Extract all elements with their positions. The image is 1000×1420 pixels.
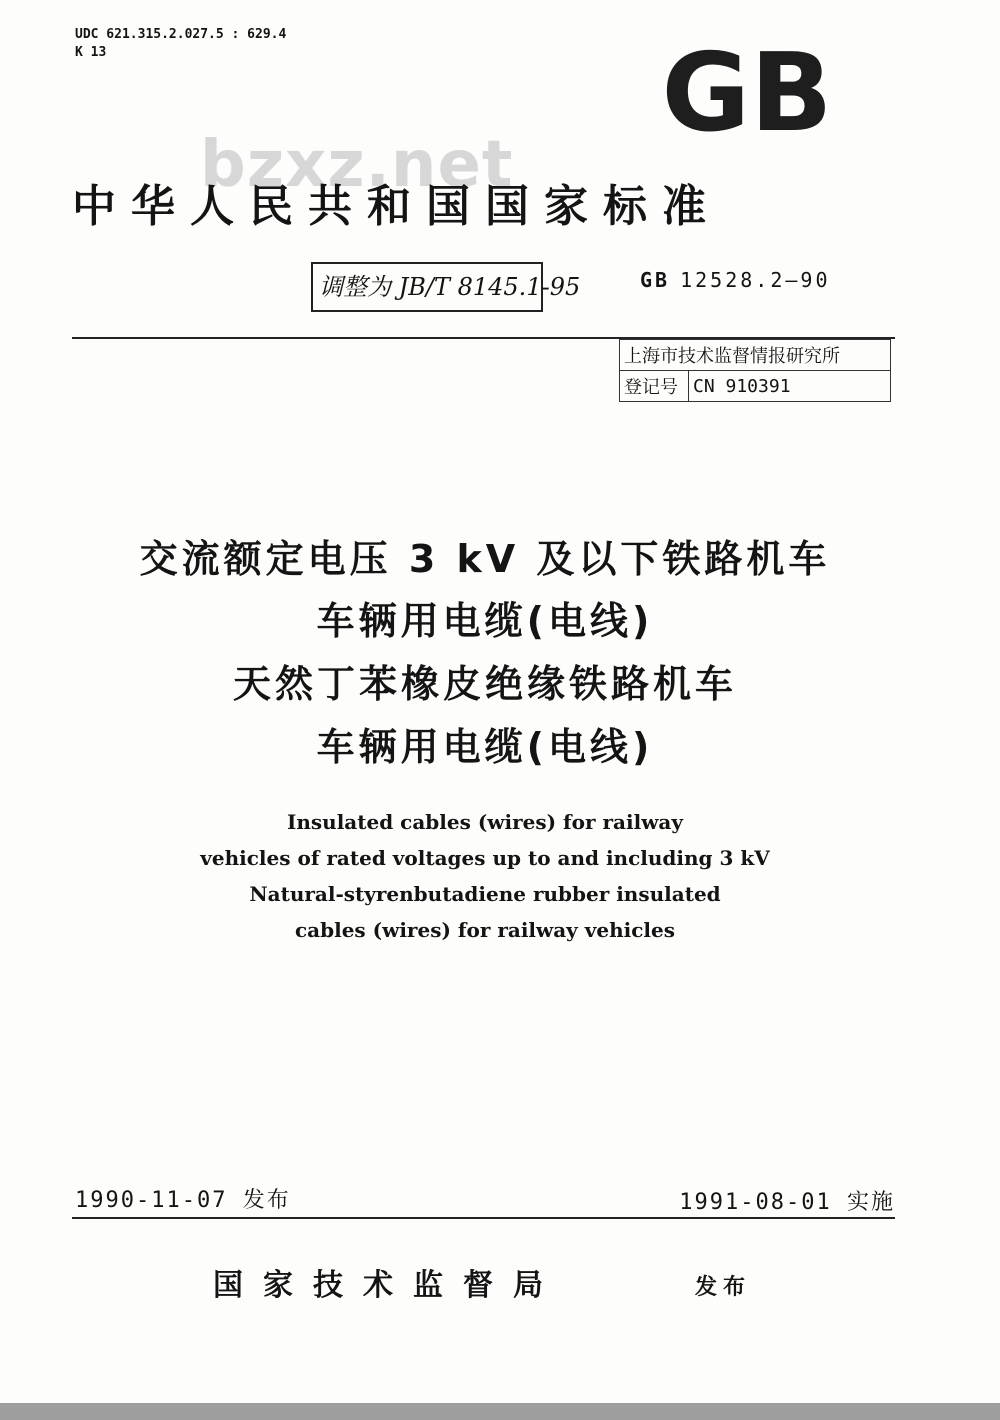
library-stamp [619,339,891,402]
title-en-line-1: Insulated cables (wires) for railway [287,810,683,834]
effective-date: 1991-08-01 实施 [679,1190,895,1215]
title-zh-line-2: 车辆用电缆(电线) [316,599,654,643]
library-institute: 上海市技术监督情报研究所 [620,340,891,371]
standard-number [640,268,831,292]
udc-code: UDC 621.315.2.027.5 : 629.4 [75,27,287,42]
gb-logo [650,40,845,140]
registration-number: CN 910391 [689,371,891,402]
udc-header [75,26,286,62]
registration-label: 登记号 [620,371,689,402]
title-zh-line-1: 交流额定电压 3 kV 及以下铁路机车 [139,537,831,581]
title-en-line-4: cables (wires) for railway vehicles [294,918,676,942]
title-en-line-2: vehicles of rated voltages up to and including 3 kV [200,846,770,870]
standard-number-prefix: GB [640,268,671,292]
watermark: bzxz.net [200,128,514,202]
issue-date: 1990-11-07 发布 [75,1188,291,1213]
publish-label: 发布 [695,1274,752,1300]
standard-number-value: 12528.2—90 [680,268,831,292]
standard-title: 中华人民共和国国家标准 [72,181,721,232]
scan-bottom-edge [0,1403,1000,1420]
issuer-name: 国家技术监督局 [213,1268,563,1303]
title-zh-line-3: 天然丁苯橡皮绝缘铁路机车 [232,662,737,706]
classification-code: K 13 [75,45,107,60]
title-zh-line-4: 车辆用电缆(电线) [316,725,654,769]
footer-divider [72,1217,895,1219]
gb-logo-text: GB [661,40,833,140]
revision-stamp: 调整为 JB/T 8145.1-95 [311,262,543,312]
title-en-line-3: Natural-styrenbutadiene rubber insulated [249,882,721,906]
